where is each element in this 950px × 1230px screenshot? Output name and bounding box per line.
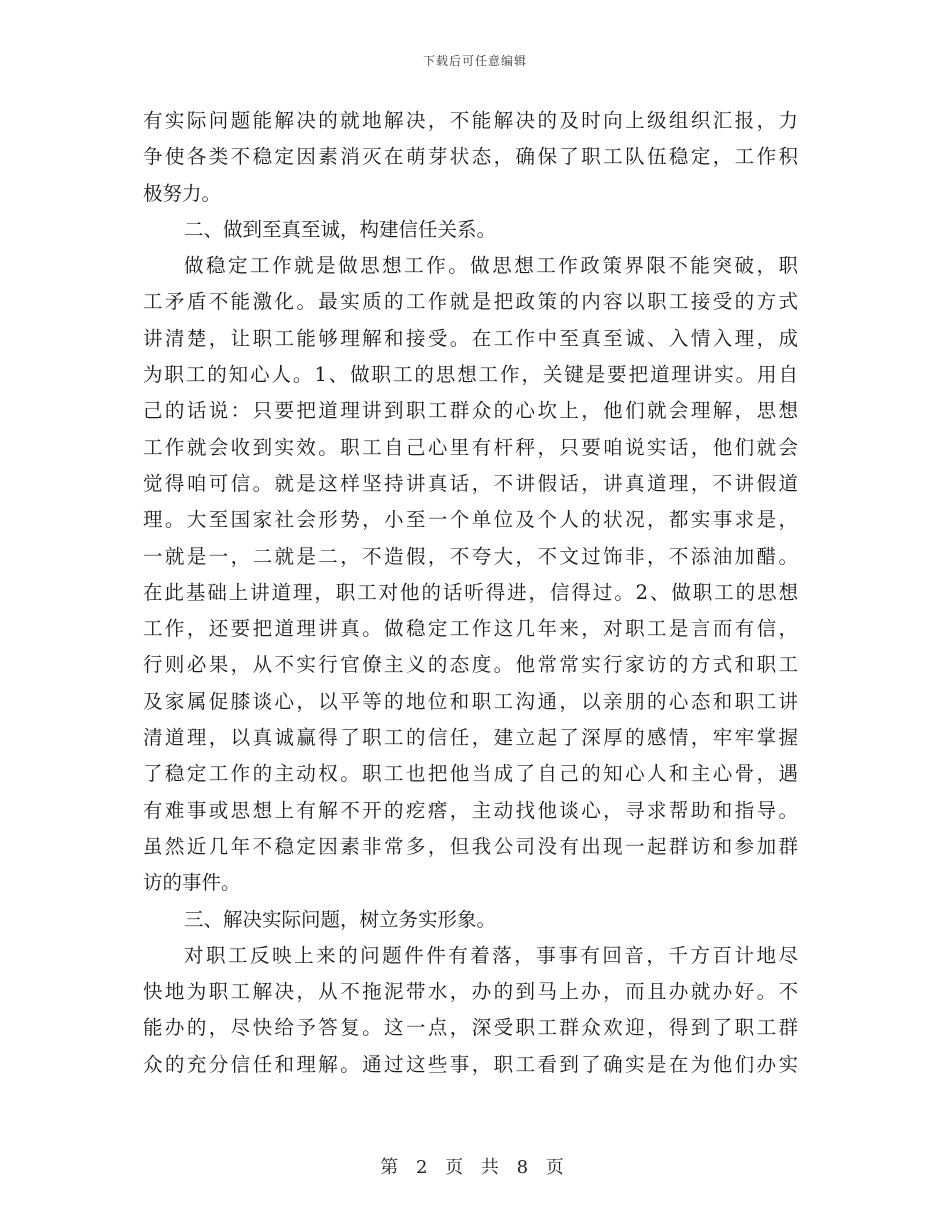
- body-line: 为职工的知心人。1、做职工的思想工作，关键是要把道理讲实。用自: [143, 363, 798, 387]
- body-line: 对职工反映上来的问题件件有着落，事事有回音，千方百计地尽: [184, 943, 798, 967]
- body-line: 己的话说：只要把道理讲到职工群众的心坎上，他们就会理解，思想: [143, 399, 798, 423]
- document-body: [143, 103, 798, 1083]
- section-heading: 三、解决实际问题，树立务实形象。: [184, 907, 497, 931]
- body-line: 清道理，以真诚赢得了职工的信任，建立起了深厚的感情，牢牢掌握: [143, 726, 798, 750]
- body-line: 理。大至国家社会形势，小至一个单位及个人的状况，都实事求是，: [143, 508, 798, 532]
- page-header-note: 下载后可任意编辑: [422, 54, 527, 68]
- body-line: 有难事或思想上有解不开的疙瘩，主动找他谈心，寻求帮助和指导。: [143, 798, 798, 822]
- body-line: 讲清楚，让职工能够理解和接受。在工作中至真至诚、入情入理，成: [143, 326, 798, 350]
- body-line: 工作，还要把道理讲真。做稳定工作这几年来，对职工是言而有信，: [143, 617, 798, 641]
- body-line: 了稳定工作的主动权。职工也把他当成了自己的知心人和主心骨，遇: [143, 762, 798, 786]
- body-line: 极努力。: [143, 181, 222, 205]
- body-line: 虽然近几年不稳定因素非常多，但我公司没有出现一起群访和参加群: [143, 834, 798, 858]
- body-line: 争使各类不稳定因素消灭在萌芽状态，确保了职工队伍稳定，工作积: [143, 145, 798, 169]
- body-line: 众的充分信任和理解。通过这些事，职工看到了确实是在为他们办实: [143, 1052, 798, 1076]
- section-heading: 二、做到至真至诚，构建信任关系。: [184, 217, 497, 241]
- page-number-footer: 第 2 页 共 8 页: [380, 1157, 570, 1178]
- body-line: 行则必果，从不实行官僚主义的态度。他常常实行家访的方式和职工: [143, 653, 798, 677]
- body-line: 在此基础上讲道理，职工对他的话听得进，信得过。2、做职工的思想: [143, 580, 798, 604]
- body-line: 有实际问题能解决的就地解决，不能解决的及时向上级组织汇报，力: [143, 109, 798, 132]
- body-line: 做稳定工作就是做思想工作。做思想工作政策界限不能突破，职: [184, 254, 798, 278]
- body-line: 访的事件。: [143, 871, 241, 895]
- body-line: 一就是一，二就是二，不造假，不夸大，不文过饰非，不添油加醋。: [143, 544, 798, 568]
- body-line: 觉得咱可信。就是这样坚持讲真话，不讲假话，讲真道理，不讲假道: [143, 471, 798, 495]
- body-line: 工矛盾不能激化。最实质的工作就是把政策的内容以职工接受的方式: [143, 290, 798, 314]
- body-line: 快地为职工解决，从不拖泥带水，办的到马上办，而且办就办好。不: [143, 980, 798, 1004]
- body-line: 工作就会收到实效。职工自己心里有杆秤，只要咱说实话，他们就会: [143, 435, 798, 459]
- body-line: 能办的，尽快给予答复。这一点，深受职工群众欢迎，得到了职工群: [143, 1016, 798, 1040]
- body-line: 及家属促膝谈心，以平等的地位和职工沟通，以亲朋的心态和职工讲: [143, 689, 798, 713]
